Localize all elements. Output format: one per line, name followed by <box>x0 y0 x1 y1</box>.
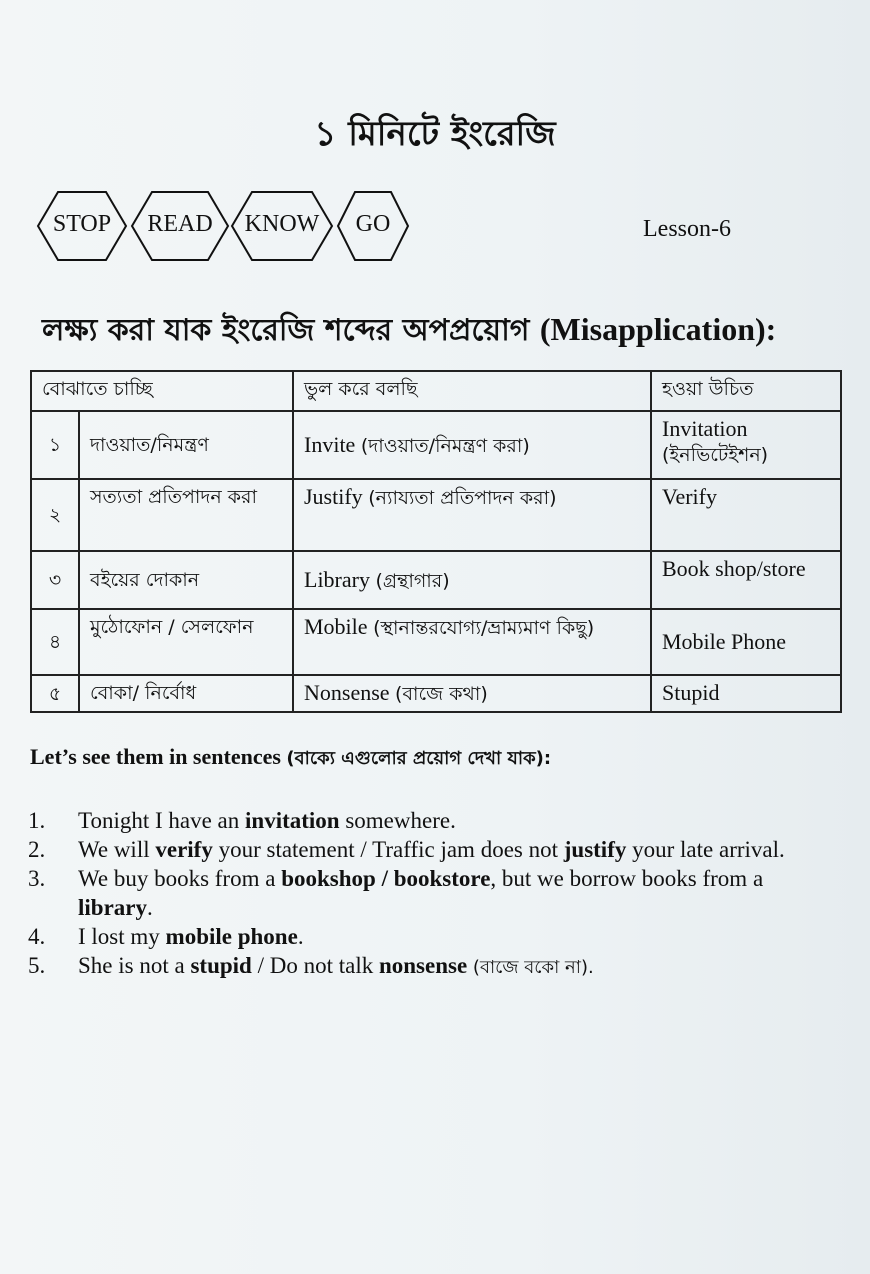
sentence-gloss: (বাজে বকো না). <box>472 957 594 978</box>
wrong-word: Justify <box>304 484 363 509</box>
key-word: bookshop / bookstore <box>281 866 491 891</box>
hexagon-row <box>36 190 436 264</box>
correct-gloss: (ইনভিটেইশন) <box>662 444 769 466</box>
row-number: ৫ <box>31 675 79 712</box>
correct-word: Book shop/store <box>662 556 806 581</box>
row-wrong <box>293 675 651 712</box>
hexagon-label: KNOW <box>244 211 320 237</box>
sentence-text: We buy books from a <box>78 866 282 891</box>
list-item <box>28 951 843 982</box>
row-correct <box>651 551 841 609</box>
sentence-text: She is not a <box>78 953 191 978</box>
row-correct <box>651 479 841 551</box>
row-correct <box>651 411 841 479</box>
header-meaning: বোঝাতে চাচ্ছি <box>31 371 293 411</box>
list-item <box>28 806 843 835</box>
key-word: invitation <box>245 808 340 833</box>
key-word: stupid <box>190 953 252 978</box>
wrong-gloss: (স্থানান্তরযোগ্য/ভ্রাম্যমাণ কিছু) <box>373 617 595 639</box>
key-word: nonsense <box>378 953 468 978</box>
list-item <box>28 922 843 951</box>
misapplication-table <box>30 370 842 713</box>
correct-word: Verify <box>662 484 717 509</box>
list-number: 3. <box>28 866 46 891</box>
row-meaning: বইয়ের দোকান <box>79 551 293 609</box>
correct-word: Stupid <box>662 680 720 705</box>
hexagon-know <box>230 190 334 262</box>
key-word: verify <box>155 837 213 862</box>
sentences-heading <box>30 744 551 775</box>
key-word: justify <box>563 837 627 862</box>
wrong-gloss: (বাজে কথা) <box>395 683 488 705</box>
heading-bengali: লক্ষ্য করা যাক ইংরেজি শব্দের অপপ্রয়োগ <box>42 313 530 348</box>
key-word: mobile phone <box>165 924 298 949</box>
lesson-label: Lesson-6 <box>643 216 731 242</box>
wrong-word: Nonsense <box>304 680 390 705</box>
row-meaning: বোকা/ নির্বোধ <box>79 675 293 712</box>
list-number: 1. <box>28 808 46 833</box>
list-item <box>28 835 843 864</box>
sentence-list <box>28 806 843 982</box>
hexagon-label: GO <box>355 211 391 237</box>
row-meaning: মুঠোফোন / সেলফোন <box>79 609 293 675</box>
row-number: ২ <box>31 479 79 551</box>
correct-word: Invitation <box>662 416 748 441</box>
table-row <box>31 609 841 675</box>
row-wrong <box>293 479 651 551</box>
table-header-row <box>31 371 841 411</box>
row-number: ৪ <box>31 609 79 675</box>
sentence-text: I lost my <box>78 924 166 949</box>
table-row <box>31 411 841 479</box>
key-word: library <box>78 895 147 920</box>
sentence-text: / Do not talk <box>251 953 379 978</box>
header-wrong: ভুল করে বলছি <box>293 371 651 411</box>
wrong-gloss: (ন্যায্যতা প্রতিপাদন করা) <box>368 487 557 509</box>
sentence-text: your late arrival. <box>626 837 785 862</box>
sentence-text: , but we borrow books from a <box>490 866 764 891</box>
sentence-text: your statement / Traffic jam does not <box>212 837 564 862</box>
list-number: 4. <box>28 924 46 949</box>
row-correct <box>651 609 841 675</box>
list-number: 2. <box>28 837 46 862</box>
wrong-word: Library <box>304 566 370 592</box>
sentence-text: Tonight I have an <box>78 808 246 833</box>
row-meaning: সত্যতা প্রতিপাদন করা <box>79 479 293 551</box>
row-wrong <box>293 551 651 609</box>
sentence-text: . <box>147 895 153 920</box>
row-number: ৩ <box>31 551 79 609</box>
row-meaning: দাওয়াত/নিমন্ত্রণ <box>79 411 293 479</box>
wrong-word: Invite <box>304 431 356 457</box>
sentence-text: somewhere. <box>339 808 456 833</box>
list-number: 5. <box>28 953 46 978</box>
header-correct: হওয়া উচিত <box>651 371 841 411</box>
hexagon-label: READ <box>147 211 213 237</box>
section-heading <box>42 306 842 357</box>
sentences-heading-bengali: (বাক্যে এগুলোর প্রয়োগ দেখা যাক): <box>286 748 552 769</box>
hexagon-label: STOP <box>52 211 112 237</box>
sentence-text: We will <box>78 837 156 862</box>
wrong-gloss: (গ্রন্থাগার) <box>375 569 450 592</box>
row-correct <box>651 675 841 712</box>
hexagon-stop <box>36 190 128 262</box>
table-row <box>31 479 841 551</box>
list-item <box>28 864 843 922</box>
row-wrong <box>293 609 651 675</box>
wrong-word: Mobile <box>304 614 368 639</box>
correct-word: Mobile Phone <box>662 629 787 654</box>
page-title: ১ মিনিটে ইংরেজি <box>314 114 556 154</box>
row-number: ১ <box>31 411 79 479</box>
sentences-heading-english: Let’s see them in sentences <box>30 744 281 769</box>
sentence-text: . <box>297 924 304 949</box>
wrong-gloss: (দাওয়াত/নিমন্ত্রণ করা) <box>360 434 530 457</box>
table-row <box>31 675 841 712</box>
heading-english: (Misapplication): <box>539 311 777 347</box>
hexagon-go <box>336 190 410 262</box>
hexagon-read <box>130 190 230 262</box>
row-wrong <box>293 411 651 479</box>
table-row <box>31 551 841 609</box>
